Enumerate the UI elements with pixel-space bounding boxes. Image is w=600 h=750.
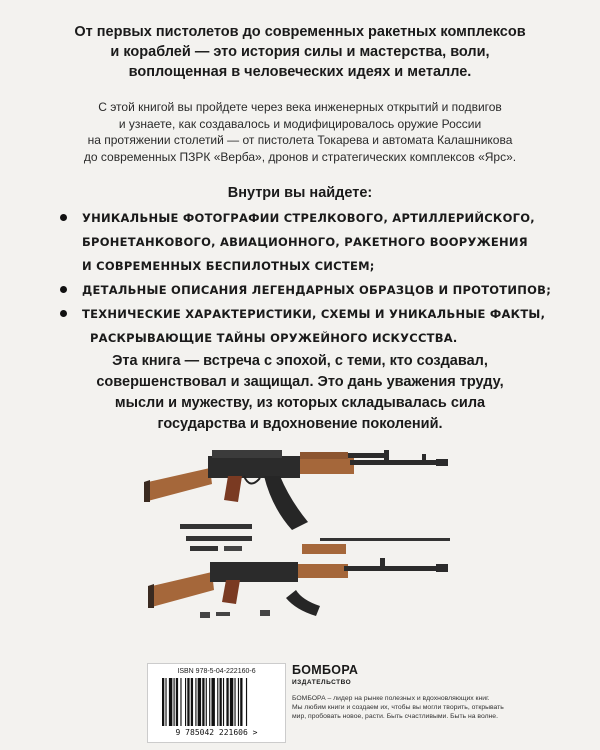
paragraph-line: С этой книгой вы пройдете через века инженерных открытий и подвигов <box>98 100 502 114</box>
assembled-rifle-image <box>144 450 448 530</box>
closing-line: совершенствовал и защищал. Это дань уважения труду, <box>96 374 504 390</box>
closing-line: мысли и мужеству, из которых складывалась сила <box>114 395 486 411</box>
list-item <box>60 206 560 230</box>
closing-text <box>60 351 540 435</box>
bullet-icon <box>60 286 67 293</box>
features-list <box>60 206 560 350</box>
bullet-icon <box>60 214 67 221</box>
list-item-continuation <box>60 230 560 254</box>
list-item-text: ТЕХНИЧЕСКИЕ ХАРАКТЕРИСТИКИ, СХЕМЫ И УНИКАЛЬНЫЕ ФАКТЫ, <box>82 307 546 321</box>
barcode-digits: 9 785042 221606 > <box>175 728 258 737</box>
intro-line: воплощенная в человеческих идеях и металле. <box>128 64 472 80</box>
bullet-icon <box>60 310 67 317</box>
inside-heading: Внутри вы найдете: <box>227 185 373 201</box>
list-item <box>60 302 560 326</box>
closing-line: государства и вдохновение поколений. <box>157 416 443 432</box>
barcode <box>147 663 286 743</box>
intro-text <box>60 22 540 82</box>
publisher-subtitle: ИЗДАТЕЛЬСТВО <box>292 679 352 686</box>
barcode-bars-icon <box>162 678 272 726</box>
list-item-continuation <box>60 254 560 278</box>
paragraph-line: до современных ПЗРК «Верба», дронов и стратегических комплексов «Ярс». <box>83 149 517 164</box>
list-item-continuation <box>60 326 560 350</box>
publisher-line: Мы любим книги и создаем их, чтобы вы могли творить, открывать <box>292 704 504 711</box>
publisher-description <box>292 694 552 721</box>
list-item-text: И СОВРЕМЕННЫХ БЕСПИЛОТНЫХ СИСТЕМ; <box>82 259 375 273</box>
disassembled-rifle-image <box>148 524 450 618</box>
publisher-line: мир, пробовать новое, расти. Быть счастливыми. Быть на волне. <box>292 713 498 720</box>
isbn-label: ISBN 978-5-04-222160-6 <box>177 668 256 675</box>
description-paragraph <box>60 99 540 165</box>
intro-line: и кораблей — это история силы и мастерства, воли, <box>110 44 490 60</box>
list-item <box>60 278 560 302</box>
closing-line: Эта книга — встреча с эпохой, с теми, кто создавал, <box>112 353 488 369</box>
paragraph-line: и узнаете, как создавалось и модифицировалось оружие России <box>118 116 482 131</box>
paragraph-line: на протяжении столетий — от пистолета Токарева и автомата Калашникова <box>87 133 513 147</box>
intro-line: От первых пистолетов до современных ракетных комплексов <box>74 24 526 40</box>
list-item-text: РАСКРЫВАЮЩИЕ ТАЙНЫ ОРУЖЕЙНОГО ИСКУССТВА. <box>90 331 458 345</box>
publisher-logo: БОМБОРА <box>292 663 359 677</box>
list-item-text: ДЕТАЛЬНЫЕ ОПИСАНИЯ ЛЕГЕНДАРНЫХ ОБРАЗЦОВ И ПРОТОТИПОВ; <box>82 283 552 297</box>
rifles-illustration <box>140 440 480 630</box>
list-item-text: БРОНЕТАНКОВОГО, АВИАЦИОННОГО, РАКЕТНОГО ВООРУЖЕНИЯ <box>82 235 528 249</box>
publisher-line: БОМБОРА – лидер на рынке полезных и вдохновляющих книг. <box>292 695 490 702</box>
list-item-text: УНИКАЛЬНЫЕ ФОТОГРАФИИ СТРЕЛКОВОГО, АРТИЛЛЕРИЙСКОГО, <box>82 211 535 225</box>
